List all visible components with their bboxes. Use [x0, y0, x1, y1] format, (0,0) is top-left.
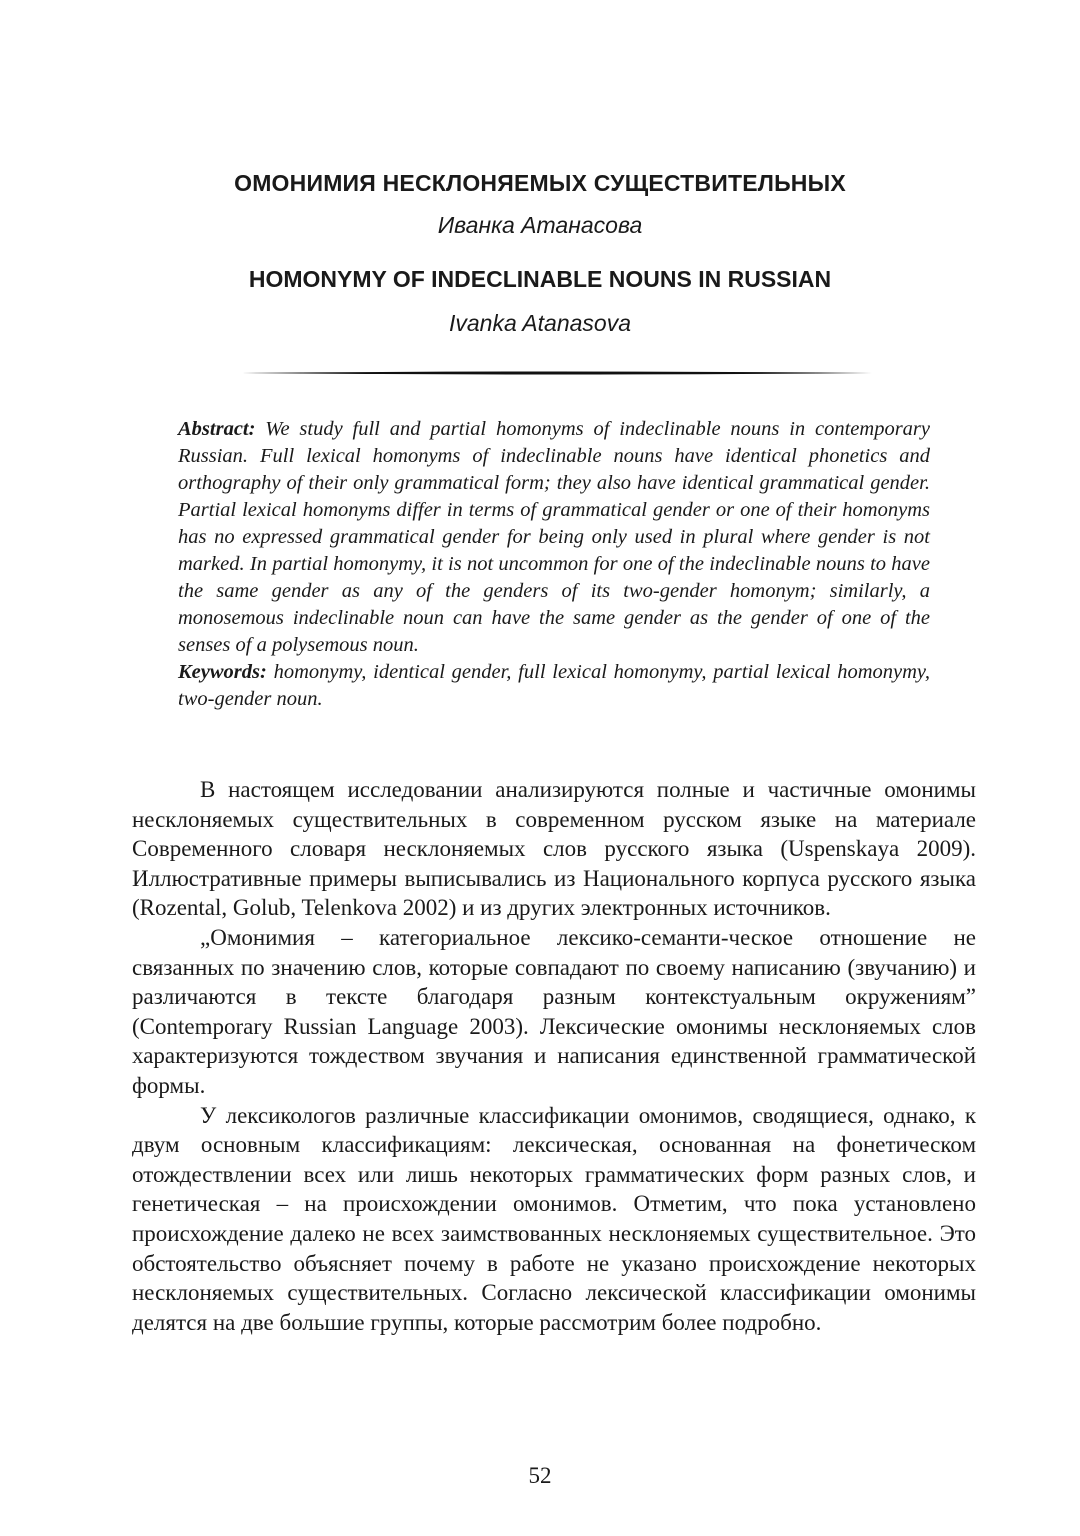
keywords-label: Keywords: — [178, 661, 267, 683]
body-text — [132, 775, 976, 1337]
body-paragraph: В настоящем исследовании анализируются полные и частичные омонимы несклоняемых существительных в современном русском языке на материале Современного словаря несклоняемых слов русского языка (Uspenskaya 2009). Иллюстративные примеры выписывались из Национального корпуса русского языка (Rozental, Golub, Telenkova 2002) и из других электронных источников. — [132, 777, 976, 921]
abstract-paragraph — [178, 416, 930, 659]
author-name-english: Ivanka Atanasova — [449, 310, 631, 336]
abstract-block — [178, 416, 930, 713]
title-divider-rule — [242, 370, 872, 376]
body-paragraph: У лексикологов различные классификации омонимов, сводящиеся, однако, к двум основным классификациям: лексическая, основанная на фонетическом отождествлении всех или лишь некоторых грамматических форм разных слов, и генетическая – на происхождении омонимов. Отметим, что пока установлено происхождение далеко не всех заимствованных несклоняемых существительное. Это обстоятельство объясняет почему в работе не указано происхождение некоторых несклоняемых существительных. Согласно лексической классификации омонимы делятся на две большие группы, которые рассмотрим более подробно. — [132, 1102, 976, 1335]
keywords-text: homonymy, identical gender, full lexical homonymy, partial lexical homonymy, two-gender noun. — [178, 661, 931, 710]
author-name-russian: Иванка Атанасова — [437, 212, 643, 238]
article-title-english: HOMONYMY OF INDECLINABLE NOUNS IN RUSSIAN — [248, 266, 832, 292]
article-title-russian: ОМОНИМИЯ НЕСКЛОНЯЕМЫХ СУЩЕСТВИТЕЛЬНЫХ — [234, 170, 846, 196]
body-paragraph: „Омонимия – категориальное лексико-семанти-ческое отношение не связанных по значению слов, которые совпадают по своему написанию (звучанию) и различаются в тексте благодаря разным контекстуальным окружениям” (Contemporary Russian Language 2003). Лексические омонимы несклоняемых слов характеризуются тождеством звучания и написания единственной грамматической формы. — [132, 924, 976, 1098]
keywords-paragraph — [178, 659, 930, 713]
abstract-label: Abstract: — [178, 418, 256, 440]
abstract-text: We study full and partial homonyms of indeclinable nouns in contemporary Russian. Full lexical homonyms of indeclinable nouns have identical phonetics and orthography of their only grammatical form; they also have identical grammatical gender. Partial lexical homonyms differ in terms of grammatical gender or one of their homonyms has no expressed grammatical gender for being only used in plural where gender is not marked. In partial homonymy, it is not uncommon for one of the indeclinable nouns to have the same gender as any of the genders of its two-gender homonym; similarly, a monosemous indeclinable noun can have the same gender as the gender of one of the senses of a polysemous noun. — [178, 418, 931, 656]
page-number: 52 — [528, 1463, 552, 1488]
